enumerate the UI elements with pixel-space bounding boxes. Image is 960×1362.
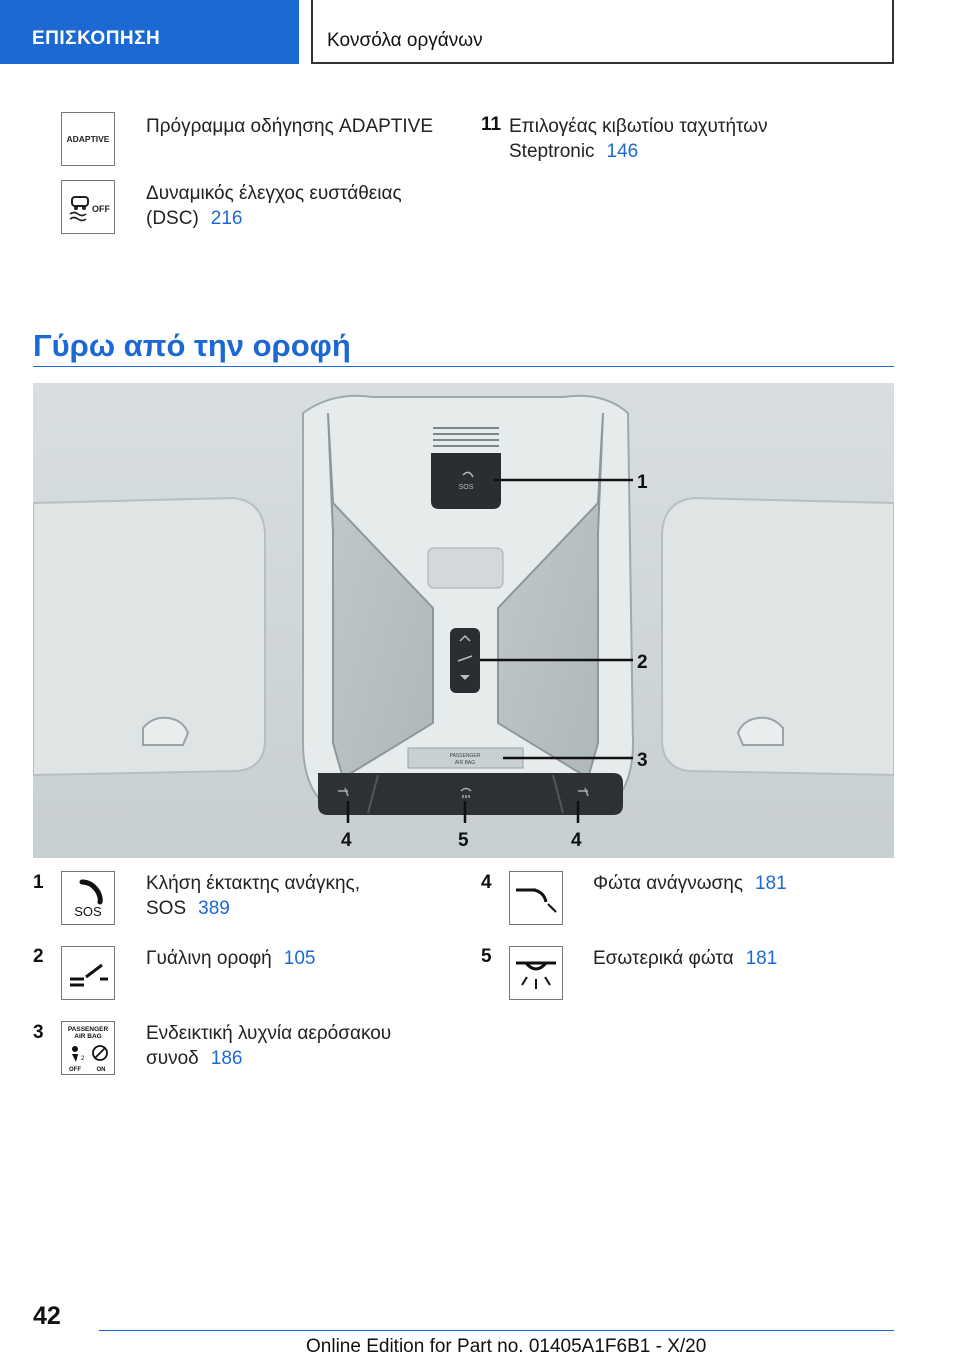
- legend-text-3: Ενδεικτική λυχνία αερόσακου συνοδ 186: [146, 1023, 392, 1069]
- callout-1: 1: [637, 472, 648, 493]
- svg-text:OFF: OFF: [69, 1067, 81, 1073]
- svg-text:OFF: OFF: [92, 204, 110, 214]
- svg-text:ON: ON: [96, 1067, 106, 1073]
- reading-light-icon: [509, 871, 563, 925]
- svg-text:PASSENGER: PASSENGER: [67, 1026, 109, 1033]
- callout-5: 5: [458, 830, 469, 851]
- legend-text-2: Γυάλινη οροφή 105: [146, 948, 316, 969]
- legend-page-link-4[interactable]: 181: [754, 873, 787, 894]
- legend-text-5: Εσωτερικά φώτα 181: [593, 948, 778, 969]
- legend-page-link-5[interactable]: 181: [745, 948, 778, 969]
- legend-page-link-2[interactable]: 105: [283, 948, 316, 969]
- legend-number-1: 1: [33, 872, 44, 893]
- chapter-title: ΕΠΙΣΚΟΠΗΣΗ: [32, 28, 161, 49]
- legend-number-4: 4: [481, 872, 492, 893]
- interior-light-icon: [509, 946, 563, 1000]
- section-heading: Γύρω από την οροφή: [33, 328, 351, 363]
- svg-text:AIR BAG: AIR BAG: [74, 1033, 102, 1040]
- adaptive-mode-text: Πρόγραμμα οδήγησης ADAPTIVE: [146, 116, 434, 137]
- item-number-11: 11: [481, 114, 502, 135]
- legend-number-2: 2: [33, 946, 44, 967]
- callout-3: 3: [637, 750, 648, 771]
- section-divider: [33, 366, 894, 367]
- callout-2: 2: [637, 652, 648, 673]
- section-title-header: Κονσόλα οργάνων: [327, 30, 483, 51]
- steptronic-page-link[interactable]: 146: [606, 141, 639, 162]
- callout-4-left: 4: [341, 830, 352, 851]
- footer-divider: [99, 1330, 894, 1331]
- legend-number-3: 3: [33, 1022, 44, 1043]
- svg-text:AIR BAG: AIR BAG: [454, 760, 476, 766]
- legend-page-link-3[interactable]: 186: [210, 1048, 243, 1069]
- sos-call-icon: [61, 871, 115, 925]
- steptronic-text: Επιλογέας κιβωτίου ταχυτήτων Steptronic 146: [509, 116, 768, 162]
- roof-console-photo: [33, 383, 894, 858]
- svg-text:ADAPTIVE: ADAPTIVE: [66, 134, 110, 144]
- svg-text:SOS: SOS: [74, 904, 102, 919]
- section-tab[interactable]: [311, 0, 894, 64]
- page-number: 42: [33, 1302, 61, 1330]
- legend-page-link-1[interactable]: 389: [198, 898, 230, 919]
- callout-4-right: 4: [571, 830, 582, 851]
- glass-roof-icon: [61, 946, 115, 1000]
- legend-number-5: 5: [481, 946, 492, 967]
- passenger-airbag-icon: [61, 1021, 115, 1075]
- svg-text:2: 2: [81, 1056, 85, 1062]
- adaptive-mode-icon: [61, 112, 115, 166]
- chapter-tab[interactable]: [0, 0, 299, 64]
- legend-text-4: Φώτα ανάγνωσης 181: [593, 873, 787, 894]
- legend-text-1: Κλήση έκτακτης ανάγκης, SOS 389: [146, 873, 360, 919]
- svg-text:SOS: SOS: [458, 484, 474, 491]
- dsc-off-icon: [61, 180, 115, 234]
- dsc-page-link[interactable]: 216: [210, 208, 243, 229]
- footer-edition: Online Edition for Part no. 01405A1F6B1 - X/20: [306, 1336, 707, 1357]
- svg-text:PASSENGER: PASSENGER: [449, 753, 481, 759]
- dsc-text: Δυναμικός έλεγχος ευστάθειας (DSC) 216: [146, 183, 402, 229]
